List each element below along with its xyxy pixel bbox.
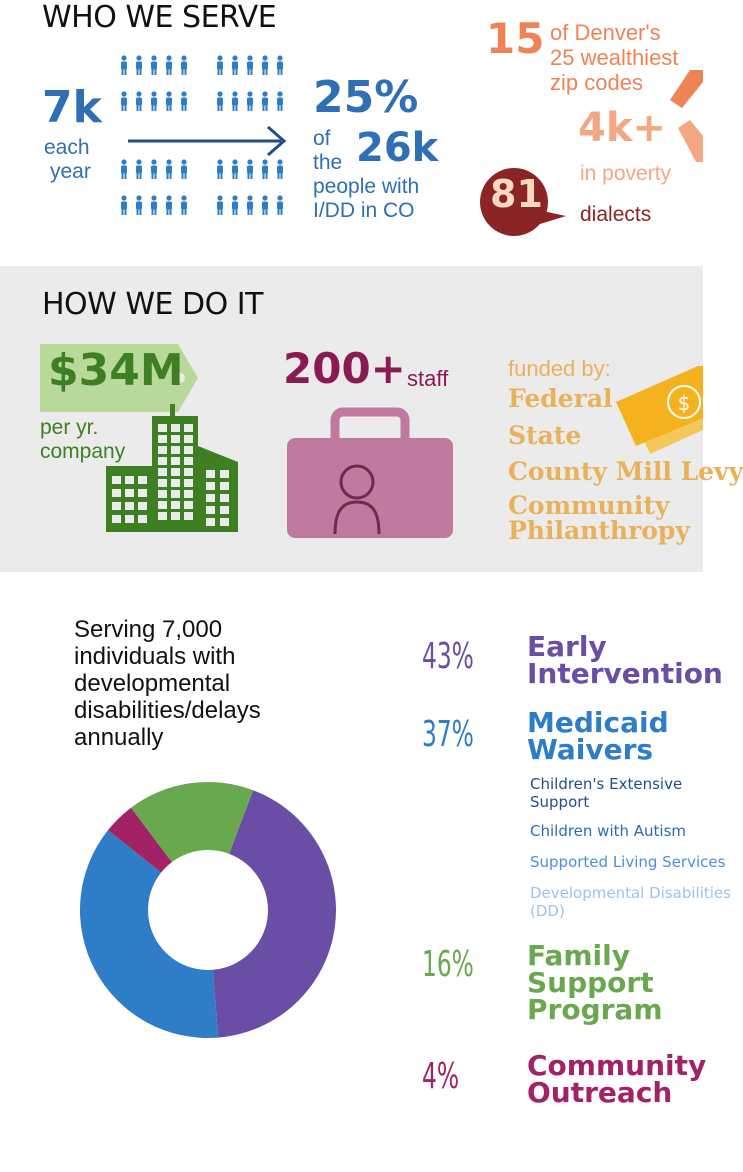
person-icon [217, 55, 223, 75]
programs-heading-2: individuals with [74, 643, 236, 670]
cat-family-1: Family [527, 939, 631, 972]
person-icon [166, 195, 172, 215]
funding-federal: Federal [508, 384, 613, 413]
person-icon [151, 159, 157, 179]
window-icon [184, 446, 193, 454]
budget-label-2: company [40, 440, 126, 463]
person-icon [217, 159, 223, 179]
window-icon [158, 424, 167, 432]
window-icon [171, 490, 180, 498]
person-icon [151, 91, 157, 111]
budget-label-1: per yr. [40, 416, 99, 439]
person-icon [247, 159, 253, 179]
waiver-ces-1: Children's Extensive [530, 775, 683, 793]
window-icon [171, 512, 180, 520]
funding-county: County Mill Levy [508, 457, 743, 486]
person-icon [262, 159, 268, 179]
window-icon [171, 468, 180, 476]
served-count: 7k [42, 82, 102, 133]
window-icon [220, 470, 229, 478]
window-icon [206, 482, 215, 490]
window-icon [158, 457, 167, 465]
pct-medicaid-waivers: 37% [422, 714, 474, 755]
window-icon [171, 501, 180, 509]
people-label-2: I/DD in CO [313, 199, 415, 222]
window-icon [206, 494, 215, 502]
staff-label: staff [407, 366, 449, 391]
person-icon [121, 55, 127, 75]
window-icon [158, 501, 167, 509]
window-icon [184, 424, 193, 432]
window-icon [158, 479, 167, 487]
budget-amount: $34M [48, 345, 184, 396]
total-count: 26k [356, 125, 439, 171]
programs-heading-3: developmental [74, 670, 231, 697]
person-icon [262, 91, 268, 111]
window-icon [138, 515, 147, 523]
window-icon [184, 512, 193, 520]
waiver-dd-1: Developmental Disabilities [530, 884, 731, 902]
cat-medicaid-2: Waivers [527, 733, 654, 766]
waiver-dd-2: (DD) [530, 902, 565, 920]
pct-community-outreach: 4% [422, 1056, 460, 1097]
poverty-count: 4k+ [578, 105, 666, 151]
window-icon [206, 470, 215, 478]
person-icon [181, 91, 187, 111]
person-icon [166, 91, 172, 111]
programs-heading-4: disabilities/delays [74, 697, 261, 724]
cat-medicaid-1: Medicaid [527, 706, 669, 739]
zip-label-3: zip codes [550, 70, 643, 95]
zip-label-2: 25 wealthiest [550, 45, 679, 70]
window-icon [138, 502, 147, 510]
funded-by-label: funded by: [508, 356, 611, 381]
person-icon [151, 195, 157, 215]
person-icon [232, 195, 238, 215]
people-icons [118, 55, 300, 225]
buildings-icon [106, 404, 240, 532]
window-icon [138, 489, 147, 497]
person-icon [262, 55, 268, 75]
window-icon [125, 515, 134, 523]
person-icon [247, 195, 253, 215]
window-icon [171, 435, 180, 443]
person-icon [277, 159, 283, 179]
who-title: WHO WE SERVE [42, 0, 277, 35]
cat-early-2: Intervention [527, 657, 723, 690]
window-icon [184, 501, 193, 509]
programs-heading-5: annually [74, 724, 164, 751]
person-icon [181, 55, 187, 75]
how-title: HOW WE DO IT [42, 287, 263, 322]
window-icon [125, 502, 134, 510]
svg-text:$: $ [677, 391, 691, 415]
the-label: the [313, 151, 343, 174]
window-icon [220, 518, 229, 526]
person-icon [277, 55, 283, 75]
window-icon [158, 468, 167, 476]
money-icon [612, 360, 703, 456]
chevron-shape-icon [660, 70, 703, 170]
window-icon [184, 435, 193, 443]
person-icon [166, 159, 172, 179]
person-icon [151, 55, 157, 75]
window-icon [158, 446, 167, 454]
dialect-count: 81 [490, 172, 543, 216]
window-icon [220, 482, 229, 490]
person-icon [136, 195, 142, 215]
person-icon [181, 159, 187, 179]
dialect-label: dialects [580, 203, 652, 226]
person-icon [181, 195, 187, 215]
person-icon [217, 195, 223, 215]
person-icon [121, 91, 127, 111]
window-icon [158, 435, 167, 443]
staff-count: 200+ [283, 344, 406, 393]
funding-philanthropy: Philanthropy [508, 516, 690, 545]
waiver-ces-2: Support [530, 793, 590, 811]
pct-family-support: 16% [422, 944, 474, 985]
waiver-autism: Children with Autism [530, 822, 687, 840]
briefcase-icon [287, 410, 453, 538]
person-icon [247, 91, 253, 111]
poverty-label: in poverty [580, 162, 672, 185]
zip-number: 15 [486, 14, 545, 63]
window-icon [138, 476, 147, 484]
window-icon [171, 457, 180, 465]
pct-early-intervention: 43% [422, 636, 474, 677]
person-icon [136, 55, 142, 75]
window-icon [220, 494, 229, 502]
window-icon [112, 502, 121, 510]
person-icon [277, 91, 283, 111]
person-icon [217, 91, 223, 111]
funding-community: Community [508, 491, 670, 520]
cat-outreach-1: Community [527, 1049, 707, 1082]
window-icon [220, 506, 229, 514]
window-icon [206, 518, 215, 526]
person-icon [247, 55, 253, 75]
programs-heading-1: Serving 7,000 [74, 616, 223, 643]
waiver-sls: Supported Living Services [530, 853, 726, 871]
window-icon [112, 476, 121, 484]
of-label: of [313, 127, 331, 150]
window-icon [206, 506, 215, 514]
window-icon [171, 424, 180, 432]
window-icon [184, 468, 193, 476]
served-year: year [50, 160, 91, 183]
person-icon [121, 195, 127, 215]
person-icon [262, 195, 268, 215]
window-icon [112, 515, 121, 523]
cat-early-1: Early [527, 630, 607, 663]
served-each: each [44, 136, 90, 159]
person-icon [136, 91, 142, 111]
window-icon [184, 457, 193, 465]
person-icon [136, 159, 142, 179]
window-icon [125, 489, 134, 497]
person-icon [232, 159, 238, 179]
cat-family-2: Support [527, 966, 654, 999]
person-icon [166, 55, 172, 75]
cat-outreach-2: Outreach [527, 1076, 673, 1109]
person-icon [232, 91, 238, 111]
window-icon [184, 490, 193, 498]
window-icon [171, 446, 180, 454]
window-icon [158, 490, 167, 498]
window-icon [184, 479, 193, 487]
window-icon [112, 489, 121, 497]
window-icon [158, 512, 167, 520]
cat-family-3: Program [527, 993, 663, 1026]
programs-donut-chart [78, 780, 338, 1040]
window-icon [125, 476, 134, 484]
window-icon [171, 479, 180, 487]
funding-state: State [508, 421, 582, 450]
people-label-1: people with [313, 175, 420, 198]
person-icon [277, 195, 283, 215]
person-icon [232, 55, 238, 75]
pct-served: 25% [313, 72, 419, 123]
person-icon [121, 159, 127, 179]
zip-label-1: of Denver's [550, 20, 661, 45]
